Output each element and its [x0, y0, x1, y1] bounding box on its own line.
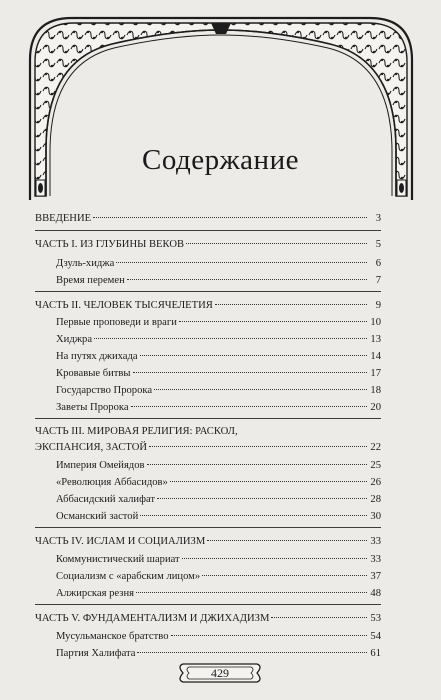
toc-entry-chapter[interactable] — [35, 401, 381, 414]
section-divider — [35, 527, 381, 528]
toc-entry-chapter[interactable] — [35, 553, 381, 566]
leader-dots — [157, 498, 367, 499]
toc-entry-label: Государство Пророка — [56, 385, 153, 396]
toc-entry-label: ЧАСТЬ IV. ИСЛАМ И СОЦИАЛИЗМ — [35, 536, 206, 547]
toc-entry-chapter[interactable] — [35, 384, 381, 397]
page-title: Содержание — [142, 144, 299, 176]
leader-dots — [136, 592, 367, 593]
leader-dots — [202, 575, 367, 576]
toc-entry-chapter[interactable] — [35, 510, 381, 523]
leader-dots — [179, 321, 367, 322]
toc-entry-chapter[interactable] — [35, 367, 381, 380]
toc-entry-page: 20 — [370, 402, 381, 413]
toc-entry-label: Дзуль-хиджа — [56, 258, 115, 269]
toc-entry-page: 48 — [370, 588, 381, 599]
toc-entry-label: Время перемен — [56, 275, 125, 286]
leader-dots — [93, 217, 367, 218]
leader-dots — [137, 652, 367, 653]
leader-dots — [94, 338, 367, 339]
toc-entry-page: 3 — [375, 213, 381, 224]
section-divider — [35, 230, 381, 231]
toc-entry-label: Коммунистический шариат — [56, 554, 180, 565]
leader-dots — [140, 355, 367, 356]
toc-entry-chapter[interactable] — [35, 630, 381, 643]
toc-entry-page: 14 — [370, 351, 381, 362]
toc-entry-page: 53 — [370, 613, 381, 624]
toc-entry-page: 22 — [370, 442, 381, 453]
toc-entry-part-2[interactable] — [35, 299, 381, 312]
leader-dots — [154, 389, 367, 390]
toc-entry-chapter[interactable] — [35, 257, 381, 270]
toc-entry-page: 17 — [370, 368, 381, 379]
toc-entry-page: 13 — [370, 334, 381, 345]
leader-dots — [131, 406, 367, 407]
toc-entry-page: 28 — [370, 494, 381, 505]
toc-entry-introduction[interactable] — [35, 212, 381, 225]
toc-entry-chapter[interactable] — [35, 333, 381, 346]
toc-entry-label: Алжирская резня — [56, 588, 134, 599]
toc-entry-label: ЧАСТЬ V. ФУНДАМЕНТАЛИЗМ И ДЖИХАДИЗМ — [35, 613, 270, 624]
leader-dots — [170, 481, 367, 482]
toc-entry-label: Аббасидский халифат — [56, 494, 156, 505]
toc-entry-chapter[interactable] — [35, 274, 381, 287]
toc-entry-page: 6 — [375, 258, 381, 269]
toc-entry-chapter[interactable] — [35, 459, 381, 472]
leader-dots — [182, 558, 367, 559]
toc-entry-label: Партия Халифата — [56, 648, 136, 659]
leader-dots — [140, 515, 367, 516]
toc-entry-part-3[interactable] — [35, 425, 381, 438]
toc-entry-page: 9 — [375, 300, 381, 311]
toc-entry-page: 61 — [370, 648, 381, 659]
leader-dots — [133, 372, 367, 373]
toc-entry-part-4[interactable] — [35, 535, 381, 548]
toc-entry-label: Социализм с «арабским лицом» — [56, 571, 201, 582]
toc-entry-chapter[interactable] — [35, 587, 381, 600]
toc-entry-page: 37 — [370, 571, 381, 582]
leader-dots — [149, 446, 367, 447]
toc-entry-page: 18 — [370, 385, 381, 396]
toc-entry-label: ЧАСТЬ II. ЧЕЛОВЕК ТЫСЯЧЕЛЕТИЯ — [35, 300, 213, 311]
toc-entry-part-1[interactable] — [35, 238, 381, 251]
toc-entry-label: ЧАСТЬ III. МИРОВАЯ РЕЛИГИЯ: РАСКОЛ, — [35, 426, 238, 437]
toc-entry-label: «Революция Аббасидов» — [56, 477, 168, 488]
toc-entry-label: Хиджра — [56, 334, 93, 345]
toc-entry-label: ВВЕДЕНИЕ — [35, 213, 92, 224]
toc-entry-page: 7 — [375, 275, 381, 286]
toc-entry-label: ЭКСПАНСИЯ, ЗАСТОЙ — [35, 442, 148, 453]
toc-entry-label: Первые проповеди и враги — [56, 317, 177, 328]
toc-entry-chapter[interactable] — [35, 316, 381, 329]
toc-entry-page: 54 — [370, 631, 381, 642]
leader-dots — [207, 540, 367, 541]
leader-dots — [171, 635, 368, 636]
leader-dots — [116, 262, 367, 263]
leader-dots — [127, 279, 367, 280]
toc-entry-page: 26 — [370, 477, 381, 488]
toc-entry-page: 30 — [370, 511, 381, 522]
toc-entry-label: Заветы Пророка — [56, 402, 129, 413]
toc-entry-part-3-cont[interactable] — [35, 441, 381, 454]
section-divider — [35, 291, 381, 292]
toc-entry-label: На путях джихада — [56, 351, 138, 362]
leader-dots — [186, 243, 367, 244]
toc-entry-page: 33 — [370, 554, 381, 565]
section-divider — [35, 604, 381, 605]
toc-entry-chapter[interactable] — [35, 570, 381, 583]
toc-entry-label: Османский застой — [56, 511, 139, 522]
toc-entry-page: 33 — [370, 536, 381, 547]
toc-entry-label: Империя Омейядов — [56, 460, 145, 471]
toc-entry-label: Кровавые битвы — [56, 368, 131, 379]
leader-dots — [147, 464, 367, 465]
toc-entry-label: ЧАСТЬ I. ИЗ ГЛУБИНЫ ВЕКОВ — [35, 239, 185, 250]
toc-entry-label: Мусульманское братство — [56, 631, 169, 642]
section-divider — [35, 418, 381, 419]
page-number: 429 — [211, 666, 229, 680]
toc-entry-chapter[interactable] — [35, 350, 381, 363]
leader-dots — [215, 304, 367, 305]
toc-entry-page: 25 — [370, 460, 381, 471]
toc-entry-part-5[interactable] — [35, 612, 381, 625]
toc-entry-chapter[interactable] — [35, 476, 381, 489]
toc-entry-chapter[interactable] — [35, 493, 381, 506]
leader-dots — [271, 617, 367, 618]
toc-entry-page: 10 — [370, 317, 381, 328]
toc-entry-page: 5 — [375, 239, 381, 250]
toc-entry-chapter[interactable] — [35, 647, 381, 660]
